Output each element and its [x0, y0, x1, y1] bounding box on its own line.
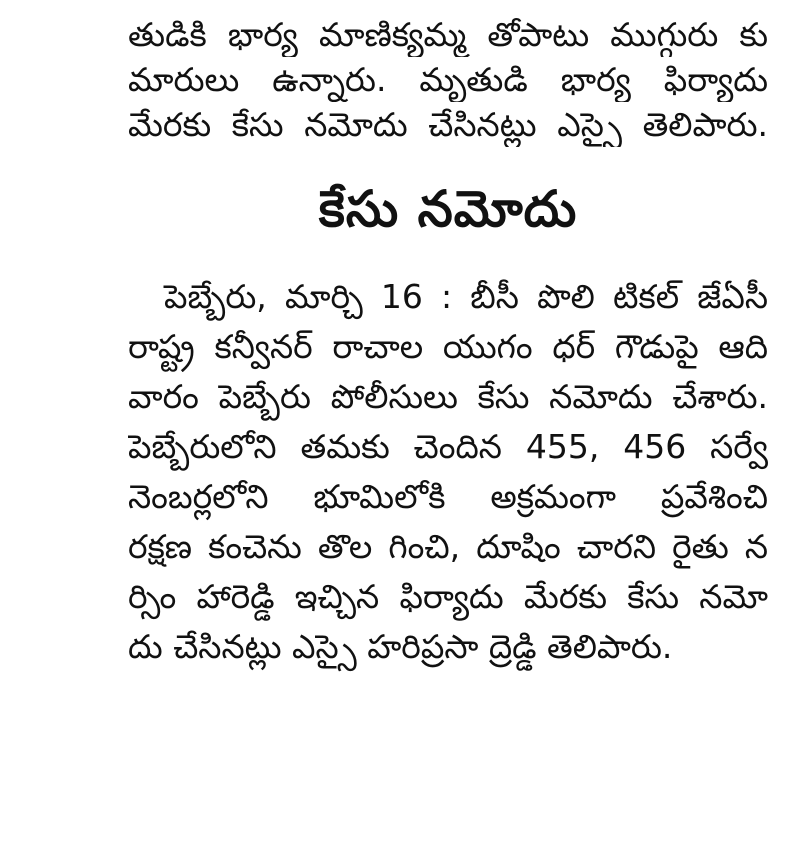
previous-article-ending	[128, 12, 768, 147]
text-line: రక్షణ కంచెను తొల గించి, దూషిం చారని రైతు న	[128, 527, 768, 566]
text-line: మేరకు కేసు నమోదు చేసినట్లు ఎస్సై తెలిపారు.	[128, 105, 768, 144]
article-headline: కేసు నమోదు	[318, 180, 578, 238]
text-line: పెబ్బేరు, మార్చి 16 : బీసీ పొలి టికల్ జేఏసీ	[164, 277, 768, 316]
text-line: నెంబర్లలోని భూమిలోకి అక్రమంగా ప్రవేశించి	[128, 477, 768, 516]
text-line: దు చేసినట్లు ఎస్సై హరిప్రసా ద్రెడ్డి తెలిపారు.	[128, 627, 673, 666]
article-body	[128, 272, 768, 672]
text-line: వారం పెబ్బేరు పోలీసులు కేసు నమోదు చేశారు.	[128, 377, 768, 416]
text-line: ర్సిం హారెడ్డి ఇచ్చిన ఫిర్యాదు మేరకు కేసు నమో	[128, 577, 768, 616]
text-line: మారులు ఉన్నారు. మృతుడి భార్య ఫిర్యాదు	[128, 60, 768, 99]
text-line: పెబ్బేరులోని తమకు చెందిన 455, 456 సర్వే	[128, 427, 768, 466]
text-line: రాష్ట్ర కన్వీనర్ రాచాల యుగం ధర్ గౌడుపై ఆది	[128, 327, 768, 366]
text-line: తుడికి భార్య మాణిక్యమ్మ తోపాటు ముగ్గురు కు	[128, 15, 768, 54]
